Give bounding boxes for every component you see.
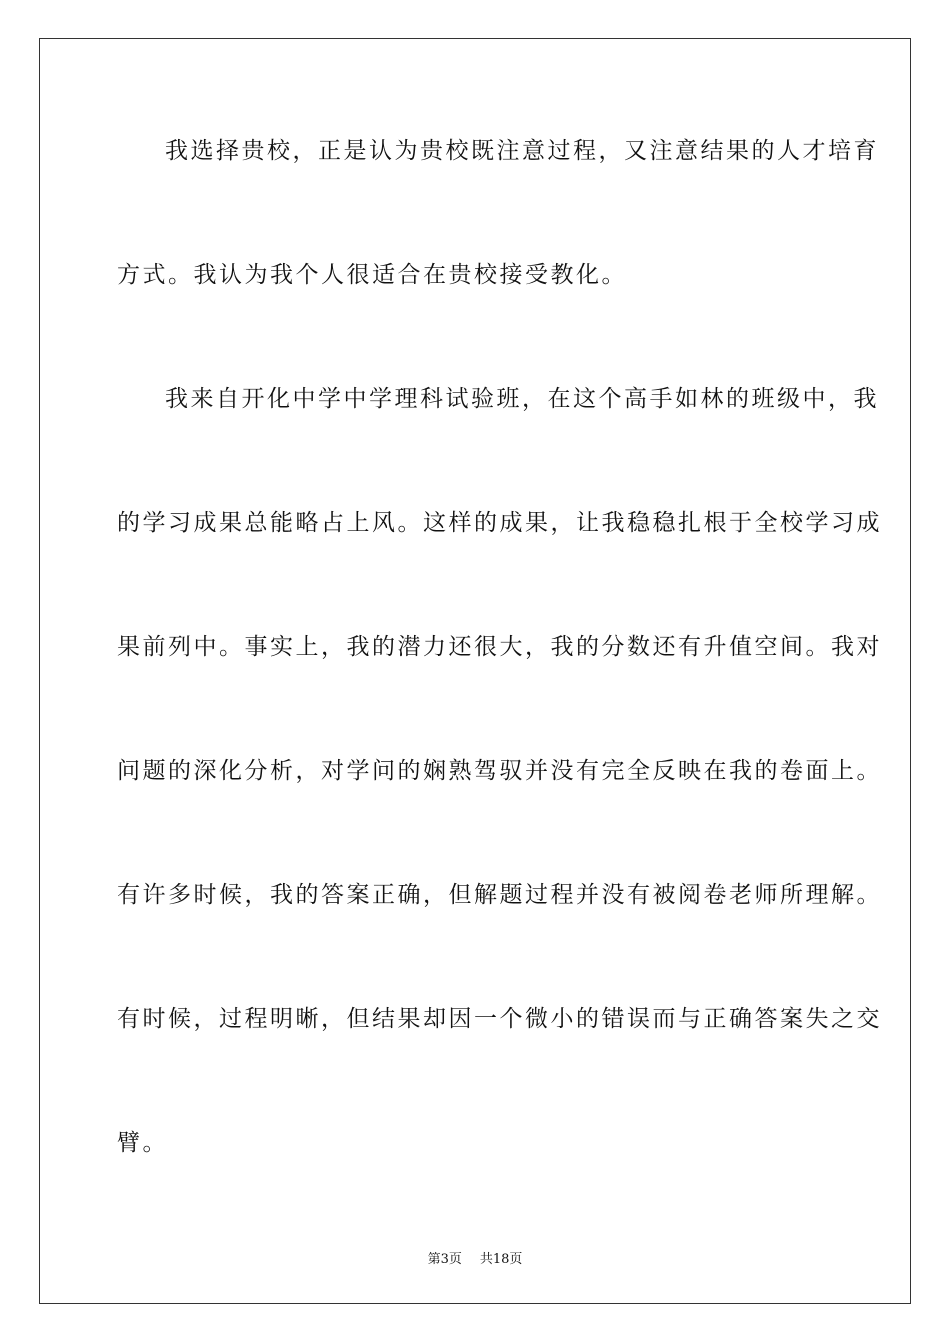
page-footer (0, 1248, 950, 1267)
paragraph-line: 有时候，过程明晰，但结果却因一个微小的错误而与正确答案失之交 (117, 1006, 882, 1032)
paragraph-line: 果前列中。事实上，我的潜力还很大，我的分数还有升值空间。我对 (117, 634, 882, 660)
page-number-current: 第3页 (427, 1252, 462, 1267)
paragraph-line: 我选择贵校，正是认为贵校既注意过程，又注意结果的人才培育 (165, 138, 879, 164)
paragraph-line: 问题的深化分析，对学问的娴熟驾驭并没有完全反映在我的卷面上。 (117, 758, 882, 784)
paragraph-line: 臂。 (117, 1130, 168, 1156)
page-border (39, 38, 911, 1304)
paragraph-line: 的学习成果总能略占上风。这样的成果，让我稳稳扎根于全校学习成 (117, 510, 882, 536)
paragraph-line: 我来自开化中学中学理科试验班，在这个高手如林的班级中，我 (165, 386, 879, 412)
paragraph-line: 有许多时候，我的答案正确，但解题过程并没有被阅卷老师所理解。 (117, 882, 882, 908)
page-number-total: 共18页 (479, 1252, 523, 1267)
paragraph-line: 方式。我认为我个人很适合在贵校接受教化。 (117, 262, 627, 288)
